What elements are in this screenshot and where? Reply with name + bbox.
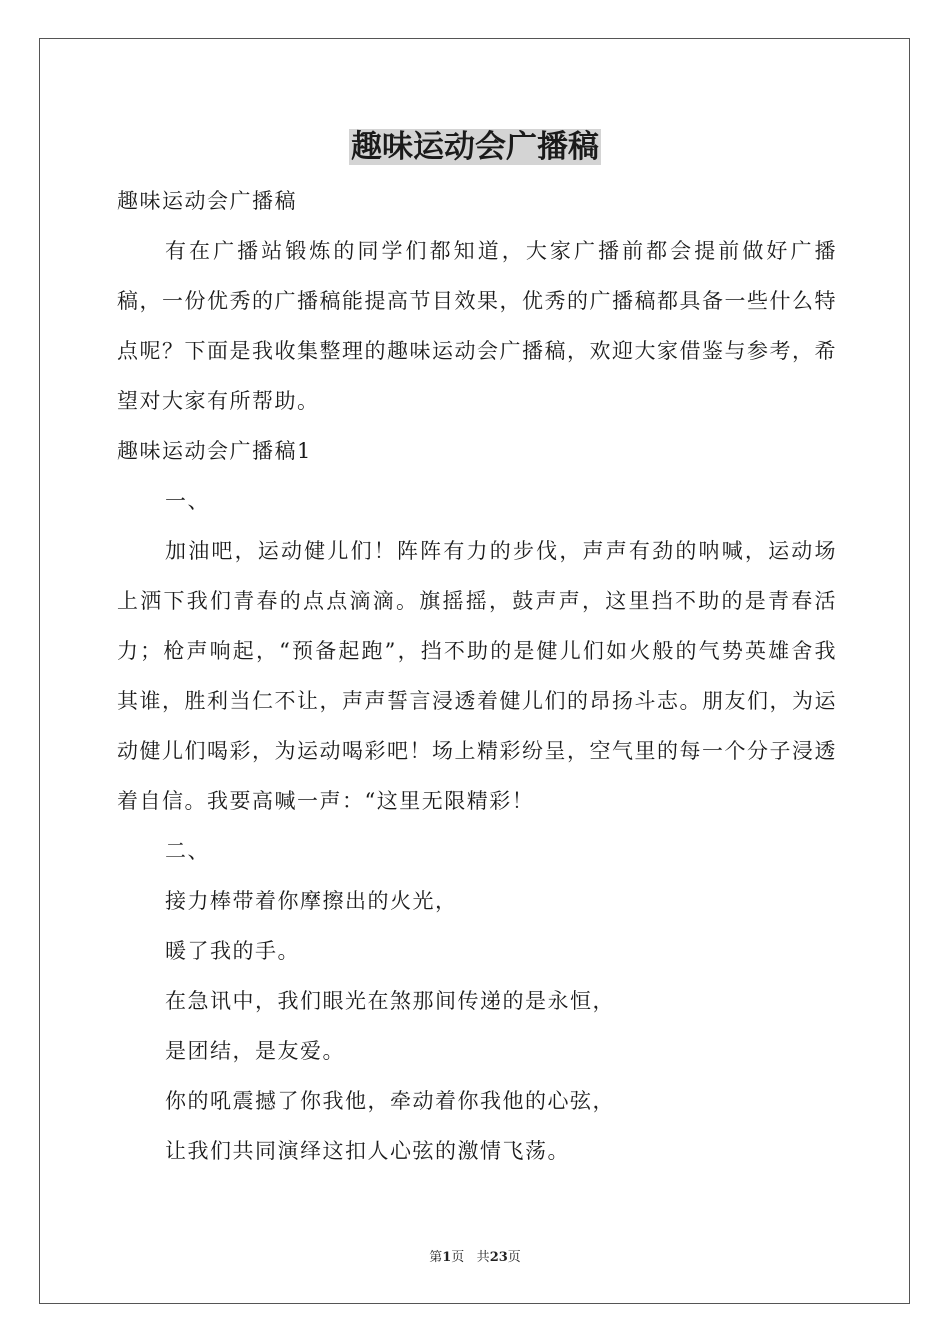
- footer-total-suffix: 页: [507, 1250, 521, 1265]
- poem-line: 是团结，是友爱。: [165, 1039, 345, 1063]
- footer-page-total: 23: [489, 1250, 508, 1265]
- part-two-label: 二、: [165, 839, 210, 863]
- intro-paragraph: 有在广播站锻炼的同学们都知道，大家广播前都会提前做好广播稿，一份优秀的广播稿能提高节目效果，优秀的广播稿都具备一些什么特点呢？下面是我收集整理的趣味运动会广播稿，欢迎大家借鉴与参考，希望对大家有所帮助。: [117, 239, 837, 413]
- part-one-paragraph: 加油吧，运动健儿们！阵阵有力的步伐，声声有劲的呐喊，运动场上洒下我们青春的点点滴滴。旗摇摇，鼓声声，这里挡不助的是青春活力；枪声响起，“预备起跑”，挡不助的是健儿们如火般的气势英雄舍我其谁，胜利当仁不让，声声誓言浸透着健儿们的昂扬斗志。朋友们，为运动健儿们喝彩，为运动喝彩吧！场上精彩纷呈，空气里的每一个分子浸透着自信。我要高喊一声：“这里无限精彩！: [117, 539, 837, 813]
- footer-total-prefix: 共: [476, 1250, 490, 1265]
- poem-line: 在急讯中，我们眼光在煞那间传递的是永恒，: [165, 989, 615, 1013]
- document-body: [117, 176, 837, 1176]
- document-title: [0, 122, 950, 172]
- poem-line: 暖了我的手。: [165, 939, 300, 963]
- part-one-label: 一、: [165, 489, 210, 513]
- poem-line: 让我们共同演绎这扣人心弦的激情飞荡。: [165, 1139, 570, 1163]
- footer-page-prefix: 第: [429, 1250, 443, 1265]
- document-title-text: 趣味运动会广播稿: [351, 129, 599, 165]
- subtitle: 趣味运动会广播稿: [117, 189, 297, 213]
- section-heading: 趣味运动会广播稿1: [117, 439, 312, 463]
- poem-line: 你的吼震撼了你我他，牵动着你我他的心弦，: [165, 1089, 615, 1113]
- poem-line: 接力棒带着你摩擦出的火光，: [165, 889, 458, 913]
- page-footer: [0, 1246, 950, 1265]
- footer-page-current: 1: [442, 1250, 452, 1265]
- footer-page-suffix: 页: [451, 1250, 465, 1265]
